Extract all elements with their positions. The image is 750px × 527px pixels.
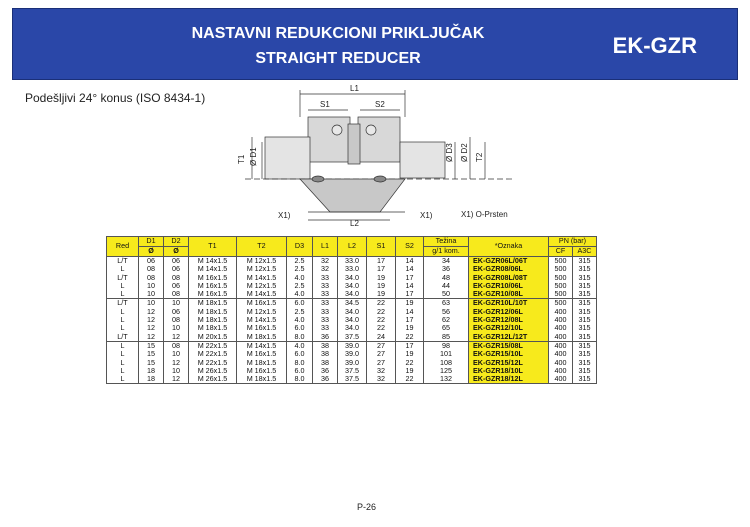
- table-cell: 17: [396, 341, 424, 350]
- table-cell: M 22x1.5: [189, 341, 237, 350]
- table-cell: EK-GZR18/10L: [469, 367, 549, 375]
- table-cell: 500: [549, 265, 573, 273]
- table-cell: 17: [396, 316, 424, 324]
- table-cell: EK-GZR12/06L: [469, 308, 549, 316]
- table-cell: 4.0: [287, 316, 313, 324]
- table-cell: M 18x1.5: [189, 308, 237, 316]
- table-cell: 4.0: [287, 274, 313, 282]
- table-cell: 32: [313, 265, 338, 273]
- table-cell: 17: [367, 265, 396, 273]
- table-cell: 400: [549, 308, 573, 316]
- table-cell: 500: [549, 299, 573, 308]
- table-cell: M 14x1.5: [237, 341, 287, 350]
- table-cell: 12: [139, 324, 164, 332]
- dim-d2: Ø D2: [460, 143, 469, 162]
- table-cell: 62: [424, 316, 469, 324]
- table-cell: L: [107, 265, 139, 273]
- table-cell: 2.5: [287, 265, 313, 273]
- table-cell: 34.0: [338, 308, 367, 316]
- table-cell: 34.0: [338, 274, 367, 282]
- table-cell: 38: [313, 341, 338, 350]
- table-cell: 22: [396, 359, 424, 367]
- table-cell: 12: [139, 333, 164, 342]
- table-cell: 315: [573, 257, 597, 266]
- table-cell: 10: [139, 299, 164, 308]
- table-cell: 315: [573, 375, 597, 384]
- table-cell: 19: [396, 367, 424, 375]
- header-cf: CF: [549, 247, 573, 257]
- header-banner: [12, 8, 738, 80]
- table-cell: 2.5: [287, 308, 313, 316]
- header-s2: S2: [396, 237, 424, 257]
- table-cell: 400: [549, 375, 573, 384]
- table-cell: 6.0: [287, 367, 313, 375]
- table-cell: 50: [424, 290, 469, 299]
- table-cell: 8.0: [287, 359, 313, 367]
- table-cell: 37.5: [338, 333, 367, 342]
- table-cell: L/T: [107, 299, 139, 308]
- table-cell: 6.0: [287, 324, 313, 332]
- table-cell: M 12x1.5: [237, 282, 287, 290]
- header-d3: D3: [287, 237, 313, 257]
- table-cell: 33.0: [338, 265, 367, 273]
- table-cell: 400: [549, 333, 573, 342]
- table-cell: 315: [573, 341, 597, 350]
- table-cell: 12: [164, 333, 189, 342]
- table-cell: L: [107, 350, 139, 358]
- table-cell: 315: [573, 367, 597, 375]
- table-cell: 08: [164, 341, 189, 350]
- table-cell: 315: [573, 265, 597, 273]
- table-cell: 2.5: [287, 282, 313, 290]
- table-cell: 34.0: [338, 324, 367, 332]
- table-cell: 108: [424, 359, 469, 367]
- table-cell: 12: [164, 375, 189, 384]
- table-cell: 500: [549, 274, 573, 282]
- table-cell: 06: [164, 308, 189, 316]
- table-cell: 4.0: [287, 341, 313, 350]
- table-cell: 315: [573, 333, 597, 342]
- header-a3c: A3C: [573, 247, 597, 257]
- table-cell: 36: [313, 367, 338, 375]
- table-cell: 65: [424, 324, 469, 332]
- table-row: [107, 375, 597, 384]
- table-cell: 33: [313, 274, 338, 282]
- table-cell: 17: [396, 274, 424, 282]
- table-cell: EK-GZR15/10L: [469, 350, 549, 358]
- table-cell: M 14x1.5: [189, 257, 237, 266]
- table-cell: M 18x1.5: [189, 316, 237, 324]
- table-cell: 33: [313, 324, 338, 332]
- table-cell: 33: [313, 308, 338, 316]
- table-cell: 10: [164, 324, 189, 332]
- table-cell: 38: [313, 359, 338, 367]
- table-cell: 315: [573, 324, 597, 332]
- table-cell: 37.5: [338, 367, 367, 375]
- header-d2: D2: [164, 237, 189, 247]
- table-cell: M 18x1.5: [237, 333, 287, 342]
- table-cell: 10: [164, 367, 189, 375]
- dim-l1: L1: [350, 84, 359, 93]
- page-number: P-26: [357, 502, 377, 512]
- table-cell: 12: [164, 359, 189, 367]
- table-cell: 17: [396, 290, 424, 299]
- dim-d1: Ø D1: [249, 147, 258, 166]
- table-cell: M 20x1.5: [189, 333, 237, 342]
- table-cell: 36: [313, 333, 338, 342]
- table-cell: 34.0: [338, 290, 367, 299]
- table-cell: EK-GZR10L/10T: [469, 299, 549, 308]
- table-cell: 19: [396, 324, 424, 332]
- table-cell: M 14x1.5: [237, 290, 287, 299]
- table-cell: 98: [424, 341, 469, 350]
- table-cell: 8.0: [287, 333, 313, 342]
- table-cell: 56: [424, 308, 469, 316]
- table-cell: 08: [164, 316, 189, 324]
- table-cell: 27: [367, 341, 396, 350]
- table-cell: M 12x1.5: [237, 308, 287, 316]
- table-cell: 315: [573, 350, 597, 358]
- header-t2: T2: [237, 237, 287, 257]
- title-line2: STRAIGHT REDUCER: [255, 50, 421, 67]
- x1-right: X1): [420, 211, 433, 220]
- table-cell: 315: [573, 299, 597, 308]
- table-cell: EK-GZR12/10L: [469, 324, 549, 332]
- table-cell: 34.0: [338, 316, 367, 324]
- table-cell: 22: [396, 375, 424, 384]
- table-cell: 22: [367, 316, 396, 324]
- table-cell: 500: [549, 257, 573, 266]
- table-cell: M 16x1.5: [189, 274, 237, 282]
- table-cell: 12: [139, 316, 164, 324]
- table-cell: 48: [424, 274, 469, 282]
- header-l2: L2: [338, 237, 367, 257]
- table-cell: 17: [367, 257, 396, 266]
- table-cell: 37.5: [338, 375, 367, 384]
- table-cell: EK-GZR10/08L: [469, 290, 549, 299]
- table-cell: L: [107, 308, 139, 316]
- table-cell: 19: [367, 274, 396, 282]
- table-cell: 06: [164, 257, 189, 266]
- table-cell: M 18x1.5: [189, 299, 237, 308]
- table-cell: 39.0: [338, 350, 367, 358]
- table-cell: M 18x1.5: [189, 324, 237, 332]
- table-cell: 19: [367, 282, 396, 290]
- table-cell: L: [107, 375, 139, 384]
- table-cell: 38: [313, 350, 338, 358]
- table-cell: 15: [139, 350, 164, 358]
- table-cell: 315: [573, 359, 597, 367]
- table-cell: 22: [396, 333, 424, 342]
- table-cell: M 22x1.5: [189, 359, 237, 367]
- table-cell: 315: [573, 316, 597, 324]
- table-cell: L/T: [107, 274, 139, 282]
- table-cell: 315: [573, 274, 597, 282]
- table-cell: M 16x1.5: [237, 299, 287, 308]
- table-cell: EK-GZR15/08L: [469, 341, 549, 350]
- header-tezina-unit: g/1 kom.: [424, 247, 469, 257]
- dim-t1: T1: [237, 154, 246, 164]
- table-cell: 34.5: [338, 299, 367, 308]
- table-cell: 39.0: [338, 341, 367, 350]
- table-cell: 08: [164, 290, 189, 299]
- table-cell: 14: [396, 282, 424, 290]
- header-tezina: Težina: [424, 237, 469, 247]
- table-cell: L: [107, 316, 139, 324]
- table-cell: 34.0: [338, 282, 367, 290]
- table-cell: EK-GZR18/12L: [469, 375, 549, 384]
- dim-s1: S1: [320, 100, 330, 109]
- oring-note: X1) O-Prsten: [461, 210, 508, 219]
- table-cell: 24: [367, 333, 396, 342]
- table-cell: M 16x1.5: [237, 324, 287, 332]
- table-cell: 22: [367, 324, 396, 332]
- header-d2-sym: Ø: [164, 247, 189, 257]
- table-cell: 6.0: [287, 350, 313, 358]
- table-cell: 33: [313, 316, 338, 324]
- table-cell: 08: [139, 265, 164, 273]
- table-cell: 27: [367, 359, 396, 367]
- table-cell: EK-GZR08/06L: [469, 265, 549, 273]
- table-cell: M 12x1.5: [237, 265, 287, 273]
- table-cell: 08: [164, 274, 189, 282]
- table-cell: L/T: [107, 257, 139, 266]
- table-cell: L: [107, 367, 139, 375]
- table-cell: 315: [573, 290, 597, 299]
- table-cell: M 26x1.5: [189, 367, 237, 375]
- table-cell: 18: [139, 367, 164, 375]
- table-cell: 06: [164, 282, 189, 290]
- spec-table: [106, 236, 597, 384]
- table-cell: 33: [313, 299, 338, 308]
- table-cell: 14: [396, 308, 424, 316]
- table-cell: M 16x1.5: [237, 350, 287, 358]
- table-cell: EK-GZR06L/06T: [469, 257, 549, 266]
- table-cell: 36: [313, 375, 338, 384]
- table-cell: L: [107, 324, 139, 332]
- table-cell: M 16x1.5: [189, 282, 237, 290]
- table-cell: 18: [139, 375, 164, 384]
- dim-l2: L2: [350, 219, 359, 227]
- header-s1: S1: [367, 237, 396, 257]
- table-cell: 132: [424, 375, 469, 384]
- dim-d3: Ø D3: [445, 143, 454, 162]
- table-cell: 85: [424, 333, 469, 342]
- table-cell: EK-GZR15/12L: [469, 359, 549, 367]
- table-cell: L: [107, 359, 139, 367]
- table-cell: 63: [424, 299, 469, 308]
- table-cell: 500: [549, 290, 573, 299]
- table-cell: 34: [424, 257, 469, 266]
- table-cell: 32: [367, 367, 396, 375]
- table-cell: M 26x1.5: [189, 375, 237, 384]
- table-cell: 19: [396, 350, 424, 358]
- table-cell: 10: [164, 299, 189, 308]
- table-cell: EK-GZR12L/12T: [469, 333, 549, 342]
- title-line1: NASTAVNI REDUKCIONI PRIKLJUČAK: [191, 25, 485, 42]
- table-cell: 500: [549, 282, 573, 290]
- table-cell: 32: [313, 257, 338, 266]
- table-cell: 10: [164, 350, 189, 358]
- table-cell: L/T: [107, 333, 139, 342]
- table-cell: 6.0: [287, 299, 313, 308]
- table-cell: 400: [549, 316, 573, 324]
- header-t1: T1: [189, 237, 237, 257]
- table-cell: 33.0: [338, 257, 367, 266]
- table-cell: 315: [573, 282, 597, 290]
- table-cell: 315: [573, 308, 597, 316]
- table-cell: EK-GZR10/06L: [469, 282, 549, 290]
- table-cell: M 16x1.5: [237, 367, 287, 375]
- table-cell: 400: [549, 350, 573, 358]
- table-cell: 19: [396, 299, 424, 308]
- table-cell: M 14x1.5: [189, 265, 237, 273]
- table-cell: 33: [313, 282, 338, 290]
- table-cell: 8.0: [287, 375, 313, 384]
- table-cell: 22: [367, 299, 396, 308]
- table-cell: 06: [164, 265, 189, 273]
- table-cell: 22: [367, 308, 396, 316]
- table-cell: M 14x1.5: [237, 316, 287, 324]
- product-code: EK-GZR: [612, 33, 697, 58]
- table-cell: 14: [396, 265, 424, 273]
- table-cell: M 14x1.5: [237, 274, 287, 282]
- table-cell: 15: [139, 359, 164, 367]
- table-cell: 39.0: [338, 359, 367, 367]
- table-cell: M 12x1.5: [237, 257, 287, 266]
- table-cell: 15: [139, 341, 164, 350]
- technical-drawing: [230, 82, 530, 227]
- header-red: Red: [107, 237, 139, 257]
- table-cell: M 18x1.5: [237, 375, 287, 384]
- table-cell: 101: [424, 350, 469, 358]
- table-cell: 14: [396, 257, 424, 266]
- table-cell: 400: [549, 359, 573, 367]
- table-cell: 4.0: [287, 290, 313, 299]
- dim-s2: S2: [375, 100, 385, 109]
- table-cell: M 18x1.5: [237, 359, 287, 367]
- table-cell: 10: [139, 282, 164, 290]
- header-l1: L1: [313, 237, 338, 257]
- table-cell: 19: [367, 290, 396, 299]
- table-cell: 400: [549, 341, 573, 350]
- table-cell: 10: [139, 290, 164, 299]
- table-cell: 36: [424, 265, 469, 273]
- table-cell: 44: [424, 282, 469, 290]
- table-cell: 27: [367, 350, 396, 358]
- header-d1: D1: [139, 237, 164, 247]
- table-cell: 400: [549, 324, 573, 332]
- table-cell: M 22x1.5: [189, 350, 237, 358]
- table-body: [107, 257, 597, 384]
- table-cell: L: [107, 282, 139, 290]
- table-cell: 08: [139, 274, 164, 282]
- table-cell: 12: [139, 308, 164, 316]
- header-pn: PN (bar): [549, 237, 597, 247]
- table-cell: 125: [424, 367, 469, 375]
- table-cell: M 16x1.5: [189, 290, 237, 299]
- table-cell: 32: [367, 375, 396, 384]
- table-cell: EK-GZR12/08L: [469, 316, 549, 324]
- header-oznaka: *Oznaka: [469, 237, 549, 257]
- dim-t2: T2: [475, 152, 484, 162]
- table-cell: 06: [139, 257, 164, 266]
- table-cell: L: [107, 341, 139, 350]
- table-cell: 2.5: [287, 257, 313, 266]
- table-cell: 400: [549, 367, 573, 375]
- header-d1-sym: Ø: [139, 247, 164, 257]
- subtitle: Podešljivi 24° konus (ISO 8434-1): [25, 91, 206, 105]
- table-cell: L: [107, 290, 139, 299]
- table-cell: 33: [313, 290, 338, 299]
- table-cell: EK-GZR08L/08T: [469, 274, 549, 282]
- x1-left: X1): [278, 211, 291, 220]
